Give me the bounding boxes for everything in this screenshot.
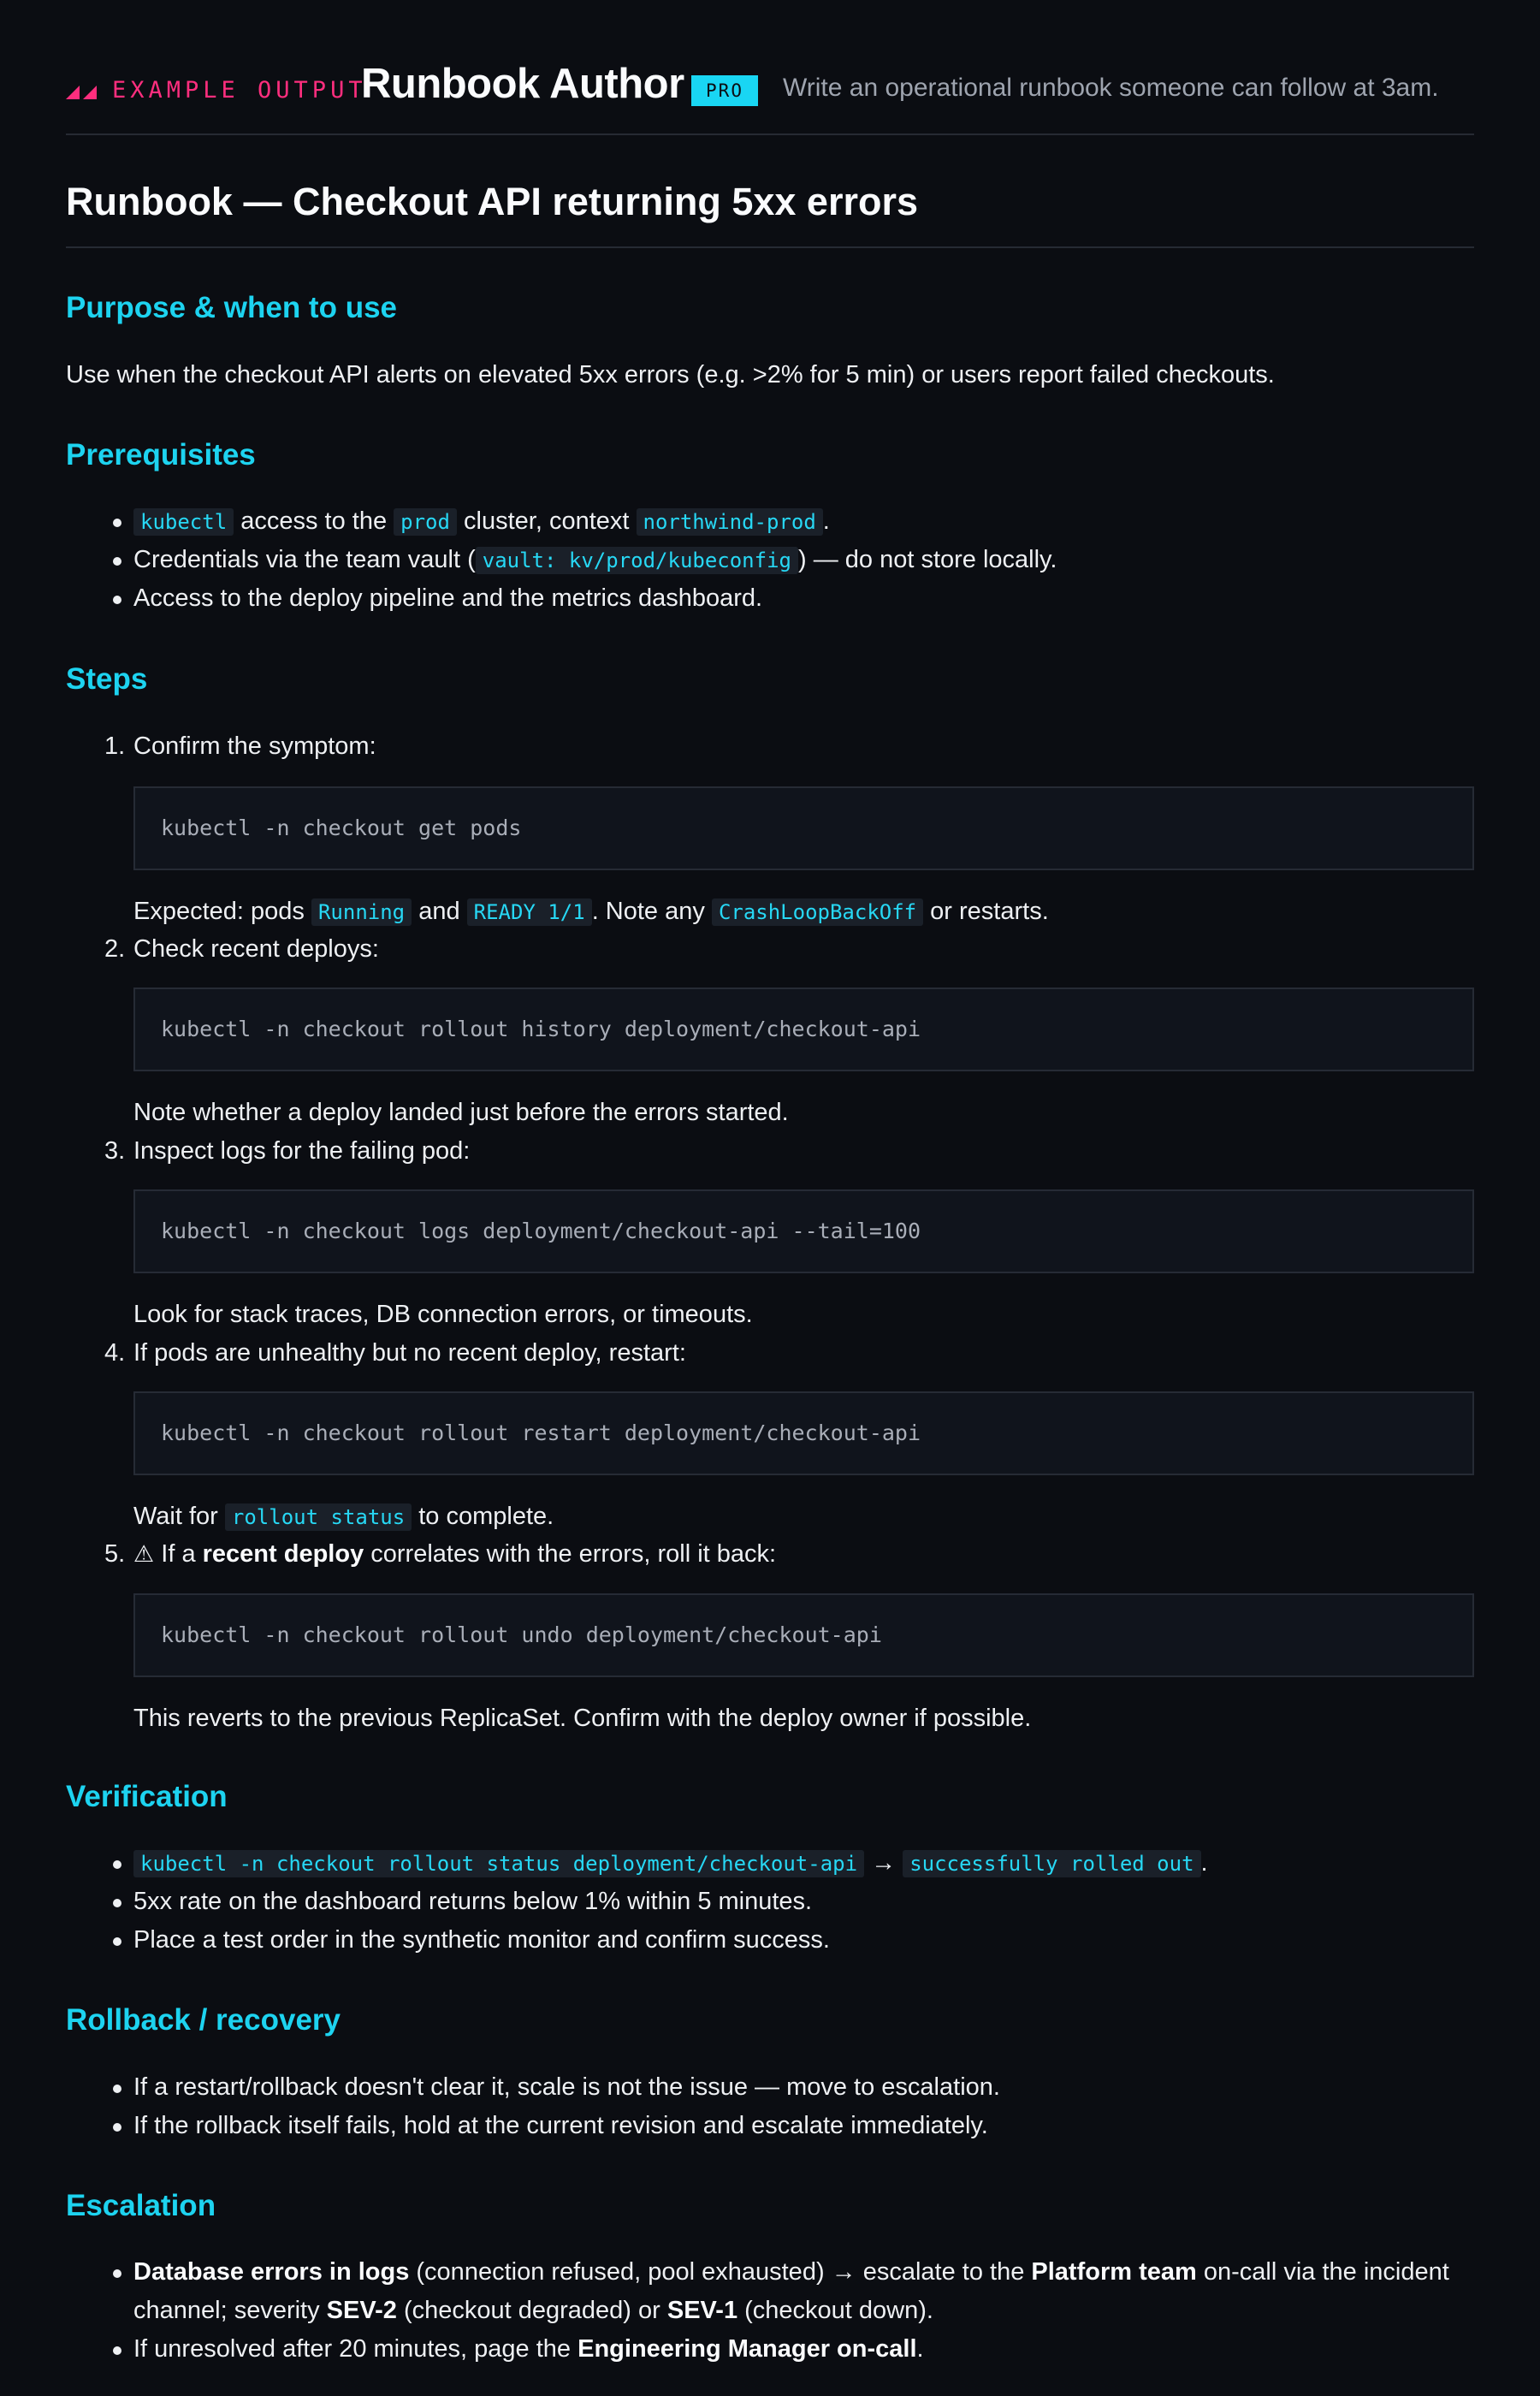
escalation-item-database-line2: channel; severity SEV-2 (checkout degraded) or SEV-1 (checkout down). xyxy=(133,2297,933,2324)
inline-code: kubectl -n checkout rollout status deployment/checkout-api xyxy=(133,1850,864,1877)
app-title: Runbook Author xyxy=(361,61,684,107)
inline-code: northwind-prod xyxy=(637,508,823,536)
step-number: 3. xyxy=(104,1137,126,1165)
bullet-dot xyxy=(113,2269,121,2278)
verification-item-test-order: Place a test order in the synthetic monitor and confirm success. xyxy=(133,1926,830,1954)
rollback-item-hold: If the rollback itself fails, hold at the current revision and escalate immediately. xyxy=(133,2112,988,2139)
purpose-text: Use when the checkout API alerts on elevated 5xx errors (e.g. >2% for 5 min) or users report failed checkouts. xyxy=(66,361,1275,388)
pro-badge: PRO xyxy=(691,75,758,106)
tagline: Write an operational runbook someone can follow at 3am. xyxy=(783,74,1439,102)
step-3-note: Look for stack traces, DB connection errors, or timeouts. xyxy=(133,1301,753,1328)
bullet-dot xyxy=(113,2085,121,2093)
app-header xyxy=(66,56,1474,135)
escalation-item-database-line1: Database errors in logs (connection refused, pool exhausted) → escalate to the Platform team on-call via the incident xyxy=(133,2258,1449,2286)
step-3-code-block: kubectl -n checkout logs deployment/checkout-api --tail=100 xyxy=(133,1189,1474,1273)
verification-item-dashboard: 5xx rate on the dashboard returns below 1% within 5 minutes. xyxy=(133,1888,813,1915)
bullet-dot xyxy=(113,2123,121,2132)
bullet-dot xyxy=(113,2346,121,2355)
inline-code: CrashLoopBackOff xyxy=(712,898,923,926)
inline-code: READY 1/1 xyxy=(467,898,592,926)
step-4-note: Wait for rollout status to complete. xyxy=(133,1503,554,1530)
escalation-heading: Escalation xyxy=(66,2189,216,2222)
bullet-dot xyxy=(113,557,121,566)
bullet-dot xyxy=(113,1860,121,1869)
step-5-label: ⚠ If a recent deploy correlates with the errors, roll it back: xyxy=(133,1540,777,1568)
step-5-note: This reverts to the previous ReplicaSet. Confirm with the deploy owner if possible. xyxy=(133,1705,1032,1732)
inline-code: Running xyxy=(311,898,412,926)
step-2-code-block: kubectl -n checkout rollout history deployment/checkout-api xyxy=(133,987,1474,1071)
purpose-heading: Purpose & when to use xyxy=(66,291,397,324)
step-5-code-block: kubectl -n checkout rollout undo deployment/checkout-api xyxy=(133,1593,1474,1677)
step-2-note: Note whether a deploy landed just before the errors started. xyxy=(133,1099,789,1126)
step-number: 2. xyxy=(104,935,126,963)
prereq-item-kubectl: kubectl access to the prod cluster, context northwind-prod . xyxy=(133,507,830,536)
prereq-item-credentials: Credentials via the team vault ( vault: kv/prod/kubeconfig ) — do not store locally. xyxy=(133,546,1057,573)
step-4-code-block: kubectl -n checkout rollout restart deployment/checkout-api xyxy=(133,1391,1474,1475)
steps-heading: Steps xyxy=(66,662,148,696)
eyebrow-label: EXAMPLE OUTPUT xyxy=(112,77,367,104)
rollback-item-scale: If a restart/rollback doesn't clear it, scale is not the issue — move to escalation. xyxy=(133,2073,1000,2101)
step-number: 5. xyxy=(104,1540,126,1568)
step-1-note: Expected: pods Running and READY 1/1 . Note any CrashLoopBackOff or restarts. xyxy=(133,898,1049,925)
step-3-label: Inspect logs for the failing pod: xyxy=(133,1137,471,1165)
step-4-label: If pods are unhealthy but no recent deploy, restart: xyxy=(133,1339,686,1367)
prerequisites-heading: Prerequisites xyxy=(66,438,256,471)
warning-icon: ⚠ xyxy=(133,1541,155,1567)
step-1-code-block: kubectl -n checkout get pods xyxy=(133,786,1474,870)
bullet-dot xyxy=(113,519,121,527)
arrow-icon: → xyxy=(864,1849,903,1877)
verification-heading: Verification xyxy=(66,1780,228,1813)
bullet-dot xyxy=(113,1937,121,1946)
inline-code: rollout status xyxy=(225,1503,412,1531)
step-number: 1. xyxy=(104,732,126,760)
bullet-dot xyxy=(113,1899,121,1907)
inline-code: kubectl xyxy=(133,508,234,536)
bullet-dot xyxy=(113,596,121,604)
triangles-icon xyxy=(66,84,98,99)
document-title: Runbook — Checkout API returning 5xx errors xyxy=(66,180,1474,248)
rollback-heading: Rollback / recovery xyxy=(66,2003,341,2037)
inline-code: successfully rolled out xyxy=(903,1850,1200,1877)
step-2-label: Check recent deploys: xyxy=(133,935,379,963)
escalation-item-manager: If unresolved after 20 minutes, page the Engineering Manager on-call. xyxy=(133,2335,924,2363)
prereq-item-access: Access to the deploy pipeline and the metrics dashboard. xyxy=(133,584,763,612)
step-number: 4. xyxy=(104,1339,126,1367)
inline-code: vault: kv/prod/kubeconfig xyxy=(476,547,798,574)
inline-code: prod xyxy=(394,508,457,536)
verification-item-rollout: kubectl -n checkout rollout status deployment/checkout-api → successfully rolled out . xyxy=(133,1849,1208,1877)
step-1-label: Confirm the symptom: xyxy=(133,732,376,760)
